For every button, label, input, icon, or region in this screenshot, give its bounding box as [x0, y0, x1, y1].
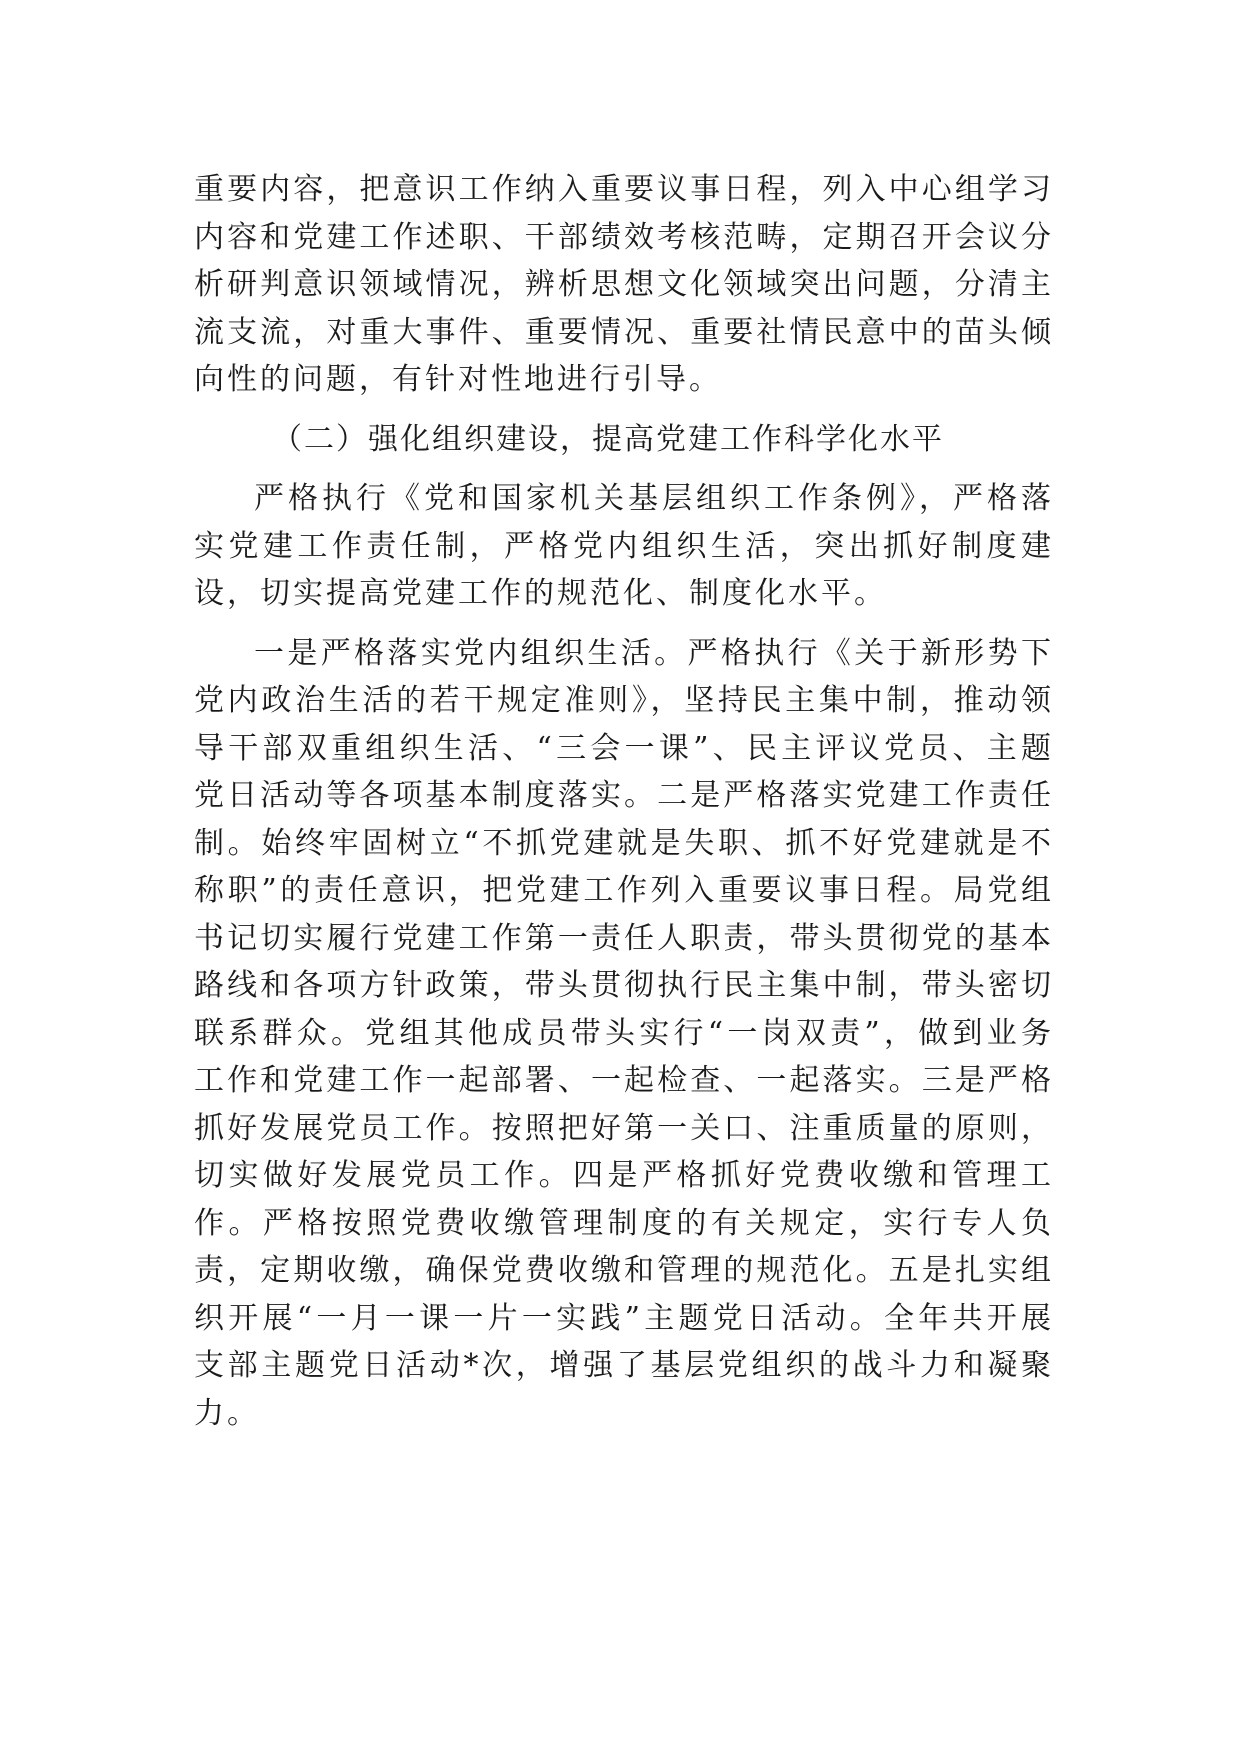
- document-body: [194, 166, 1054, 1437]
- paragraph-organization-intro: 严格执行《党和国家机关基层组织工作条例》，严格落实党建工作责任制，严格党内组织生活，突出抓好制度建设，切实提高党建工作的规范化、制度化水平。: [194, 481, 1054, 611]
- paragraph-organization-details: 一是严格落实党内组织生活。严格执行《关于新形势下党内政治生活的若干规定准则》，坚持民主集中制，推动领导干部双重组织生活、“三会一课”、民主评议党员、主题党日活动等各项基本制度落实。二是严格落实党建工作责任制。始终牢固树立“不抓党建就是失职、抓不好党建就是不称职”的责任意识，把党建工作列入重要议事日程。局党组书记切实履行党建工作第一责任人职责，带头贯彻党的基本路线和各项方针政策，带头贯彻执行民主集中制，带头密切联系群众。党组其他成员带头实行“一岗双责”，做到业务工作和党建工作一起部署、一起检查、一起落实。三是严格抓好发展党员工作。按照把好第一关口、注重质量的原则，切实做好发展党员工作。四是严格抓好党费收缴和管理工作。严格按照党费收缴管理制度的有关规定，实行专人负责，定期收缴，确保党费收缴和管理的规范化。五是扎实组织开展“一月一课一片一实践”主题党日活动。全年共开展支部主题党日活动*次，增强了基层党组织的战斗力和凝聚力。: [194, 635, 1054, 1431]
- paragraph-ideology-work: 重要内容，把意识工作纳入重要议事日程，列入中心组学习内容和党建工作述职、干部绩效考核范畴，定期召开会议分析研判意识领域情况，辨析思想文化领域突出问题，分清主流支流，对重大事件、重要情况、重要社情民意中的苗头倾向性的问题，有针对性地进行引导。: [194, 172, 1054, 397]
- section-heading-organization: （二）强化组织建设，提高党建工作科学化水平: [272, 421, 944, 457]
